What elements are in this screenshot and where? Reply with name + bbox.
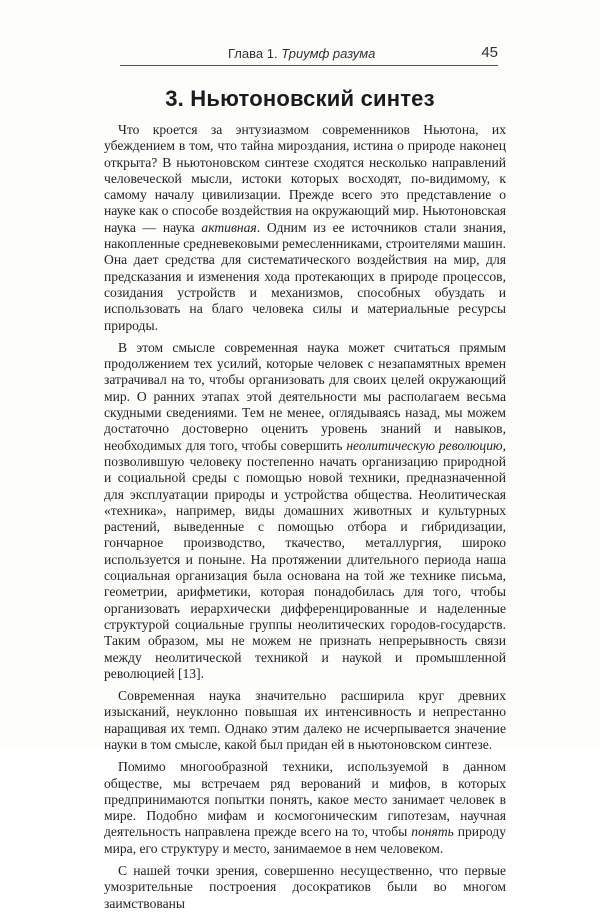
emphasis-text: неолитическую революцию bbox=[346, 437, 503, 453]
paragraph-text: С нашей точки зрения, совершенно несущественно, что первые умозрительные построения досократиков были во многом заимствованы bbox=[104, 863, 506, 911]
emphasis-text: понять bbox=[411, 824, 454, 840]
running-header bbox=[120, 44, 498, 66]
header-rule bbox=[120, 65, 498, 66]
paragraph-text: , позволившую человеку постепенно начать организацию природной и социальной среды с помощью новой техники, предназначенной для эксплуатации природы и устройства общества. Неолитическая «техника», например, виды домашних животных и культурных растений, выведенные с помощью отбора и гибридизации, гончарное производство, ткачество, металлургия, широко используется и поныне. На протяжении длительного периода наша социальная организация была основана на той же технике письма, геометрии, арифметики, которая понадобилась для того, чтобы организовать иерархически дифференцированные и наделенные структурой социальные группы неолитических городов-государств. Таким образом, мы не можем не признать непрерывность связи между неолитической техникой и наукой и промышленной революцией [13]. bbox=[104, 437, 506, 681]
chapter-number: Глава 1. bbox=[228, 46, 278, 61]
paragraph-5 bbox=[104, 863, 506, 912]
emphasis-text: активная bbox=[201, 219, 257, 235]
paragraph-2 bbox=[104, 340, 506, 682]
paragraph-text: природу мира, его структуру и место, занимаемое в нем человеком. bbox=[104, 824, 506, 856]
paragraph-text: Современная наука значительно расширила круг древних изысканий, неуклонно повышая их интенсивность и непрестанно наращивая их темп. Однако этим далеко не исчерпывается значение науки в том смысле, какой был придан ей в ньютоновском синтезе. bbox=[104, 688, 506, 752]
paragraph-text: Помимо многообразной техники, используемой в данном обществе, мы встречаем ряд верований и мифов, в которых предпринимаются попытки понять, какое место занимает человек в мире. Подобно мифам и космогоническим гипотезам, научная деятельность направлена прежде всего на то, чтобы bbox=[104, 759, 506, 840]
page-number: 45 bbox=[481, 44, 498, 61]
section-title: 3. Ньютоновский синтез bbox=[165, 86, 435, 111]
chapter-title: Триумф разума bbox=[281, 46, 376, 61]
paragraph-1 bbox=[104, 122, 506, 334]
paragraph-text: . Одним из ее источников стали знания, накопленные средневековыми ремесленниками, строителями машин. Она дает средства для систематического воздействия на мир, для предсказания и изменения хода протекающих в природе процессов, созидания устройств и механизмов, способных обуздать и использовать на благо человека силы и материальные ресурсы природы. bbox=[104, 219, 507, 333]
paragraph-4 bbox=[104, 759, 506, 857]
paragraph-text: В этом смысле современная наука может считаться прямым продолжением тех усилий, которые человек с незапамятных времен затрачивал на то, чтобы организовать для своих целей окружающий мир. О ранних этапах этой деятельности мы располагаем весьма скудными сведениями. Тем не менее, оглядываясь назад, мы можем достаточно достоверно оценить уровень знаний и навыков, необходимых для того, чтобы совершить bbox=[104, 339, 506, 453]
paragraph-text: Что кроется за энтузиазмом современников Ньютона, их убеждением в том, что тайна мироздания, истина о природе наконец открыта? В ньютоновском синтезе сходятся несколько направлений человеческой мысли, истоки которых восходят, по-видимому, к самому началу цивилизации. Прежде всего это представление о науке как о способе воздействия на окружающий мир. Ньютоновская наука — наука bbox=[104, 122, 506, 235]
chapter-heading bbox=[228, 46, 375, 61]
paragraph-3 bbox=[104, 688, 506, 753]
body-text bbox=[104, 122, 506, 918]
